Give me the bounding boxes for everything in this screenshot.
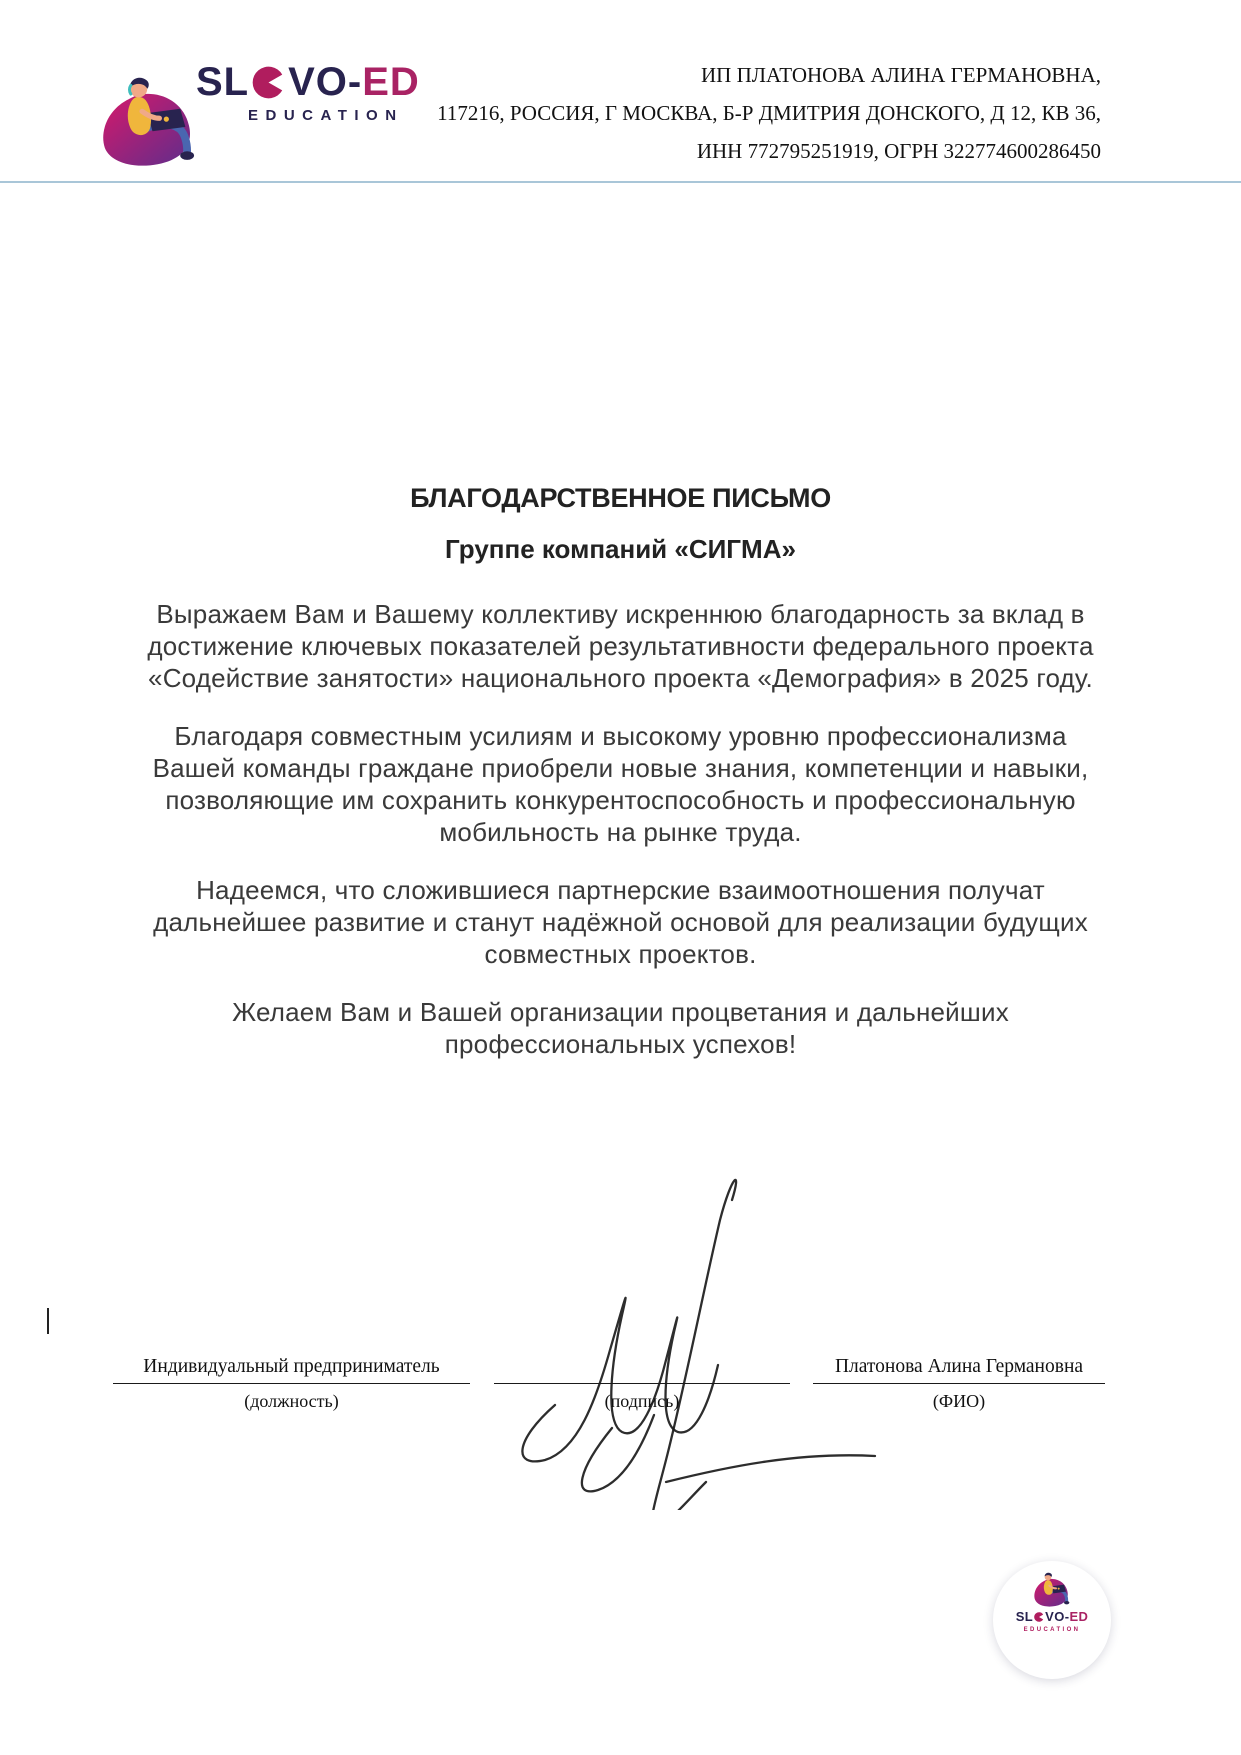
contact-line-name: ИП ПЛАТОНОВА АЛИНА ГЕРМАНОВНА, <box>700 63 1101 87</box>
paragraph-line: профессиональных успехов! <box>444 1029 797 1059</box>
paragraph-line: Выражаем Вам и Вашему коллективу искреннюю благодарность за вклад в <box>156 599 1085 629</box>
name-label: (ФИО) <box>932 1391 986 1411</box>
paragraph <box>0 996 1241 1060</box>
letter-recipient: Группе компаний «СИГМА» <box>445 534 796 564</box>
position-value: Индивидуальный предприниматель <box>113 1338 470 1384</box>
pacman-o-icon <box>252 66 285 99</box>
text-cursor-mark <box>47 1308 49 1334</box>
signature-scribble <box>470 1160 900 1510</box>
badge-education-caption: EDUCATION <box>1023 1627 1081 1633</box>
signature-underline <box>494 1338 790 1384</box>
paragraph-line: «Содействие занятости» национального проекта «Демография» в 2025 году. <box>148 663 1093 693</box>
person-laptop-icon <box>88 68 210 172</box>
position-label: (должность) <box>244 1391 339 1411</box>
pacman-o-icon <box>1034 1612 1044 1622</box>
name-column <box>813 1338 1105 1412</box>
paragraph-line: мобильность на рынке труда. <box>439 817 802 847</box>
logo-text-ed: ED <box>362 60 420 104</box>
name-value: Платонова Алина Германовна <box>813 1338 1105 1384</box>
position-column <box>113 1338 470 1412</box>
contact-info <box>437 56 1101 170</box>
paragraph-line: позволяющие им сохранить конкурентоспособность и профессиональную <box>165 785 1076 815</box>
badge-wordmark <box>1016 1609 1089 1624</box>
badge-text-sl: SL <box>1015 1609 1034 1624</box>
paragraph-line: Вашей команды граждане приобрели новые знания, компетенции и навыки, <box>152 753 1089 783</box>
badge-text-ed: ED <box>1069 1609 1089 1624</box>
badge-text-vo: VO- <box>1045 1609 1070 1624</box>
paragraph <box>0 598 1241 694</box>
letter-title: БЛАГОДАРСТВЕННОЕ ПИСЬМО <box>410 483 831 513</box>
paragraph-line: Благодаря совместным усилиям и высокому уровню профессионализма <box>174 721 1067 751</box>
signature-column <box>494 1338 790 1412</box>
contact-line-address: 117216, РОССИЯ, Г МОСКВА, Б-Р ДМИТРИЯ ДОНСКОГО, Д 12, КВ 36, <box>437 101 1101 125</box>
logo-text-sl: SL <box>196 60 250 104</box>
signature-label: (подпись) <box>604 1391 680 1411</box>
paragraph <box>0 874 1241 970</box>
paragraph-line: Желаем Вам и Вашей организации процветания и дальнейших <box>232 997 1009 1027</box>
logo-text-vo: VO- <box>288 60 363 104</box>
logo-wordmark <box>196 60 420 104</box>
contact-line-inn-ogrn: ИНН 772795251919, ОГРН 322774600286450 <box>696 139 1101 163</box>
paragraph-line: совместных проектов. <box>484 939 757 969</box>
paragraph <box>0 720 1241 848</box>
paragraph-line: Надеемся, что сложившиеся партнерские взаимоотношения получат <box>196 875 1045 905</box>
paragraph-line: достижение ключевых показателей результативности федерального проекта <box>147 631 1094 661</box>
watermark-logo-badge <box>993 1561 1111 1679</box>
person-laptop-icon <box>1029 1569 1075 1609</box>
company-logo <box>88 50 433 178</box>
paragraph-line: дальнейшее развитие и станут надёжной основой для реализации будущих <box>153 907 1088 937</box>
logo-education-caption: EDUCATION <box>248 107 404 124</box>
header-divider <box>0 181 1241 183</box>
letter-body <box>0 482 1241 1086</box>
